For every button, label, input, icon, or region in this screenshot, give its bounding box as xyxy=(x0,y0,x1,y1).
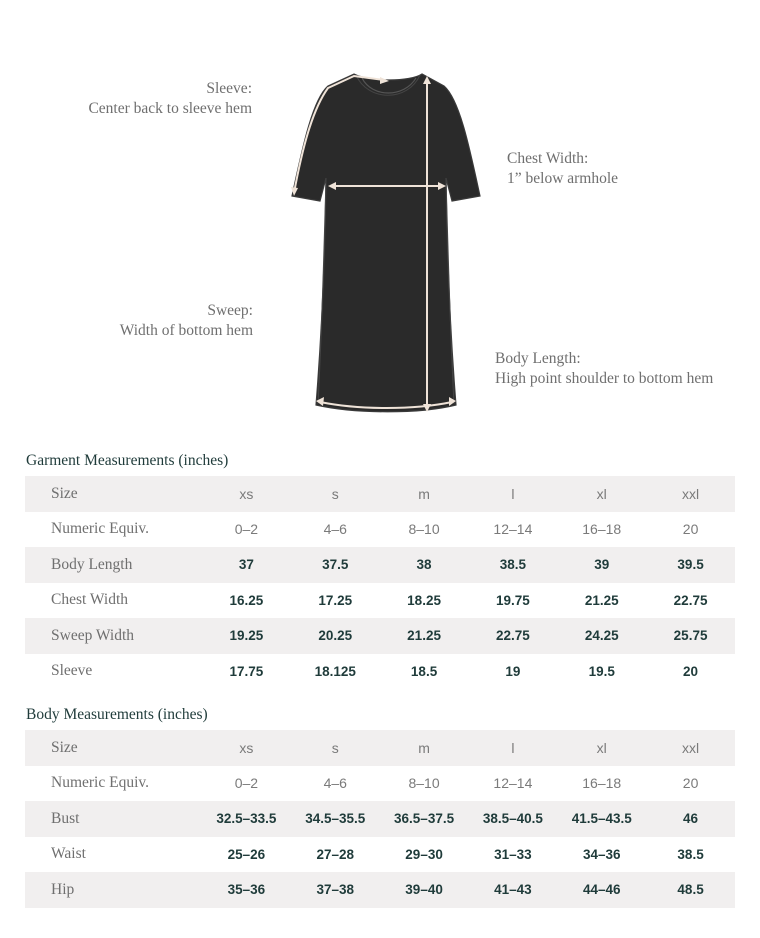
table-cell: 37–38 xyxy=(291,872,380,908)
table-cell: s xyxy=(291,730,380,766)
table-cell: 18.25 xyxy=(407,592,441,608)
sleeve-callout-title: Sleeve: xyxy=(206,80,252,97)
sweep-callout-desc: Width of bottom hem xyxy=(119,322,253,339)
table-cell: 32.5–33.5 xyxy=(202,801,291,837)
table-cell: 37.5 xyxy=(291,547,380,583)
table-cell: 0–2 xyxy=(234,775,259,792)
chest-callout-title: Chest Width: xyxy=(507,150,589,167)
table-cell: xxl xyxy=(646,476,735,512)
table-cell: 19 xyxy=(505,663,521,679)
table-row xyxy=(25,512,735,548)
table-cell: 25.75 xyxy=(646,618,735,654)
table-cell: 16–18 xyxy=(582,775,622,792)
table-row xyxy=(25,654,735,690)
table-cell: 37 xyxy=(202,547,291,583)
sleeve-callout-desc: Center back to sleeve hem xyxy=(88,100,252,117)
table-cell: m xyxy=(380,730,469,766)
table-cell: 16.25 xyxy=(229,592,264,608)
chest-callout xyxy=(507,149,618,189)
table-cell: 20 xyxy=(682,521,699,538)
table-cell: 41.5–43.5 xyxy=(557,801,646,837)
table-cell: 8–10 xyxy=(408,775,440,792)
table-cell: 38.5–40.5 xyxy=(468,801,557,837)
table-cell: 16–18 xyxy=(582,521,622,538)
table-cell: 20 xyxy=(682,775,699,792)
table-cell: xs xyxy=(202,476,291,512)
table-cell: xl xyxy=(557,730,646,766)
table-cell: 38.5 xyxy=(468,547,557,583)
garment-diagram xyxy=(0,0,760,440)
table-cell: l xyxy=(468,730,557,766)
length-callout xyxy=(495,349,713,389)
table-cell: 4–6 xyxy=(323,521,347,538)
table-cell: 46 xyxy=(646,801,735,837)
table-cell: 34.5–35.5 xyxy=(291,801,380,837)
table-cell: 20 xyxy=(683,663,699,679)
table-cell: 34–36 xyxy=(582,846,621,862)
table-cell: 27–28 xyxy=(316,846,355,862)
table-cell: 39–40 xyxy=(380,872,469,908)
row-label: Sleeve xyxy=(51,662,93,680)
table-cell: m xyxy=(380,476,469,512)
row-label: Size xyxy=(25,730,202,766)
garment-table-title: Garment Measurements (inches) xyxy=(26,452,229,469)
table-cell: 18.5 xyxy=(410,663,438,679)
table-row xyxy=(25,476,735,512)
table-cell: 39 xyxy=(557,547,646,583)
sweep-callout xyxy=(120,301,253,341)
row-label: Numeric Equiv. xyxy=(51,520,149,538)
table-cell: 44–46 xyxy=(557,872,646,908)
table-cell: 38.5 xyxy=(677,846,704,862)
table-cell: 25–26 xyxy=(227,846,266,862)
table-cell: 22.75 xyxy=(673,592,708,608)
table-cell: 12–14 xyxy=(493,775,533,792)
table-cell: 0–2 xyxy=(234,521,259,538)
row-label: Size xyxy=(25,476,202,512)
table-cell: 19.75 xyxy=(496,592,530,608)
length-callout-title: Body Length: xyxy=(495,350,581,367)
chest-callout-desc: 1” below armhole xyxy=(507,170,619,187)
table-cell: 29–30 xyxy=(405,846,443,862)
body-table-title: Body Measurements (inches) xyxy=(26,706,208,723)
table-cell: l xyxy=(468,476,557,512)
table-cell: 21.25 xyxy=(380,618,469,654)
table-cell: 17.25 xyxy=(318,592,353,608)
sweep-callout-title: Sweep: xyxy=(207,302,253,319)
table-cell: xs xyxy=(202,730,291,766)
table-cell: 19.5 xyxy=(588,663,615,679)
table-cell: 19.25 xyxy=(202,618,291,654)
row-label: Bust xyxy=(25,801,202,837)
table-cell: 12–14 xyxy=(493,521,533,538)
sleeve-callout xyxy=(88,79,252,119)
table-cell: 48.5 xyxy=(646,872,735,908)
table-row xyxy=(25,547,735,583)
row-label: Numeric Equiv. xyxy=(51,774,149,792)
garment-measurements-table xyxy=(25,476,735,689)
row-label: Hip xyxy=(25,872,202,908)
table-row xyxy=(25,766,735,802)
table-row xyxy=(25,618,735,654)
body-measurements-table xyxy=(25,730,735,908)
table-cell: xl xyxy=(557,476,646,512)
row-label: Sweep Width xyxy=(25,618,202,654)
table-cell: s xyxy=(291,476,380,512)
row-label: Chest Width xyxy=(51,591,129,609)
row-label: Body Length xyxy=(25,547,202,583)
table-row xyxy=(25,872,735,908)
table-cell: 36.5–37.5 xyxy=(380,801,469,837)
table-row xyxy=(25,583,735,619)
table-cell: 39.5 xyxy=(646,547,735,583)
table-cell: 31–33 xyxy=(494,846,532,862)
table-cell: 41–43 xyxy=(468,872,557,908)
table-row xyxy=(25,801,735,837)
row-label: Waist xyxy=(51,845,86,863)
table-cell: 17.75 xyxy=(229,663,264,679)
table-cell: 18.125 xyxy=(314,663,356,679)
table-cell: 22.75 xyxy=(468,618,557,654)
table-cell: 35–36 xyxy=(202,872,291,908)
table-row xyxy=(25,730,735,766)
table-cell: 24.25 xyxy=(557,618,646,654)
table-cell: 21.25 xyxy=(584,592,619,608)
table-row xyxy=(25,837,735,873)
table-cell: 20.25 xyxy=(291,618,380,654)
table-cell: 8–10 xyxy=(408,521,440,538)
length-callout-desc: High point shoulder to bottom hem xyxy=(495,370,714,387)
table-cell: 4–6 xyxy=(323,775,347,792)
table-cell: 38 xyxy=(380,547,469,583)
table-cell: xxl xyxy=(646,730,735,766)
